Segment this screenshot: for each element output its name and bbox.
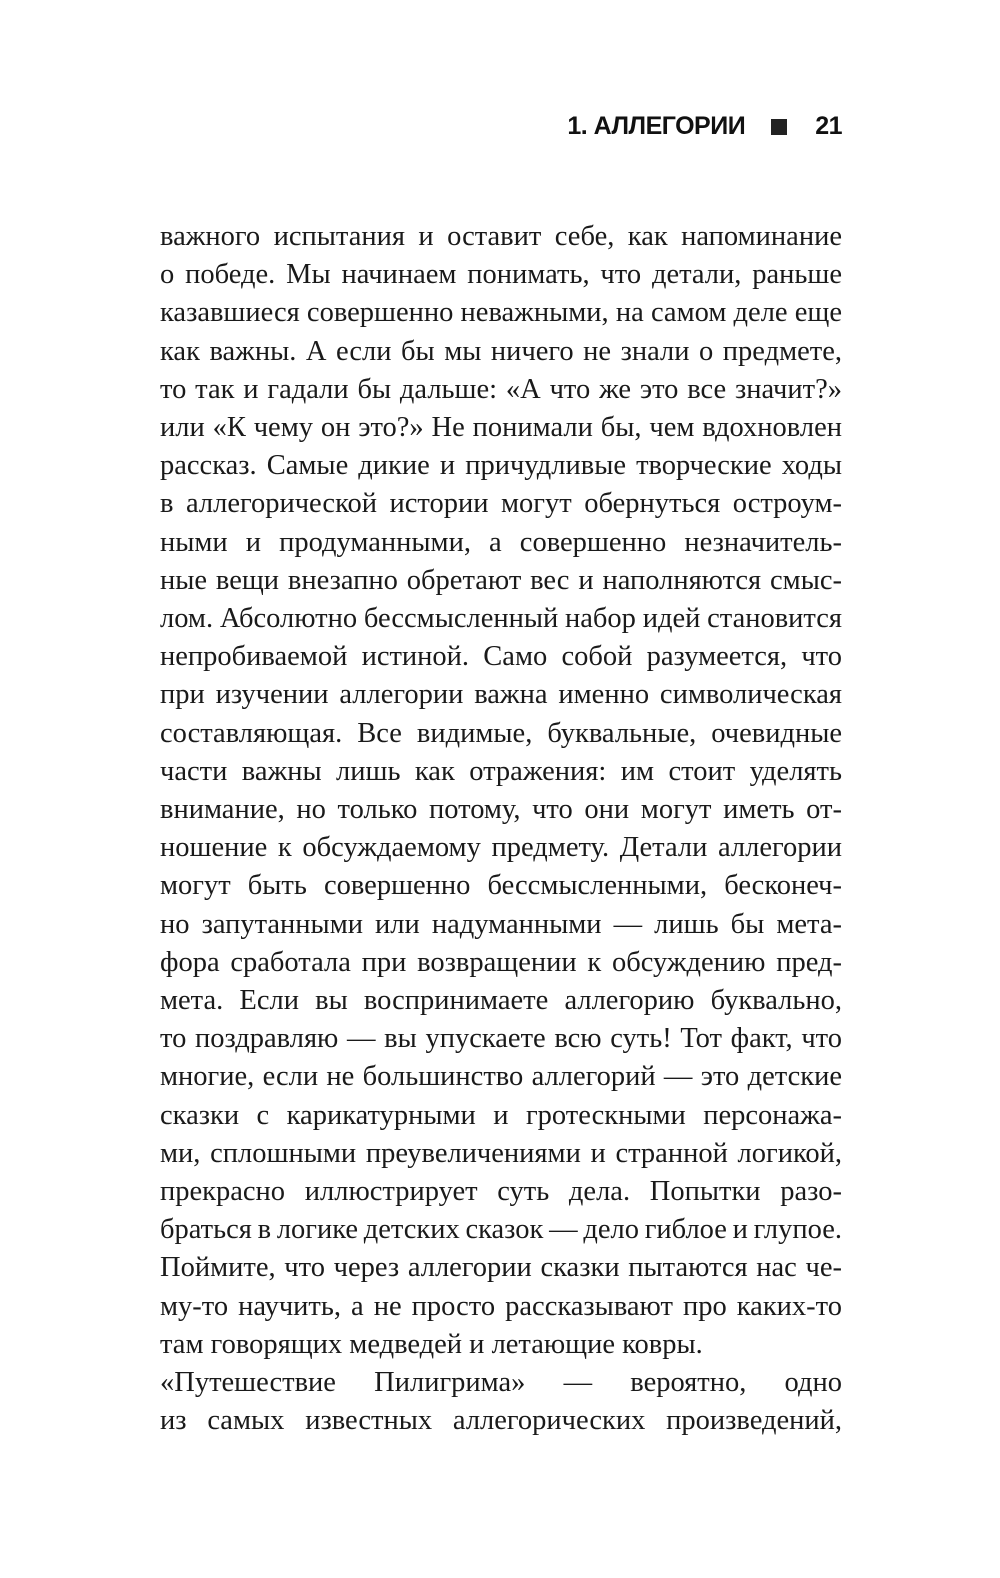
text-line-content: или «К чему он это?» Не понимали бы, чем вдохновлен — [160, 412, 842, 444]
text-line-content: о победе. Мы начинаем понимать, что детали, раньше — [160, 259, 842, 291]
text-line-content: могут быть совершенно бессмысленными, бесконеч- — [160, 870, 842, 902]
text-line — [160, 1402, 842, 1440]
text-line-content: му-то научить, а не просто рассказывают про каких-то — [160, 1290, 842, 1322]
text-line-content: внимание, но только потому, что они могут иметь от- — [160, 794, 842, 826]
text-line — [160, 1097, 842, 1135]
text-line — [160, 447, 842, 485]
text-line — [160, 1326, 842, 1364]
text-line-content: составляющая. Все видимые, буквальные, очевидные — [160, 717, 842, 749]
text-line — [160, 256, 842, 294]
text-line-content: части важны лишь как отражения: им стоит уделять — [160, 755, 842, 787]
text-line — [160, 791, 842, 829]
text-line — [160, 1364, 842, 1402]
text-line-content: Поймите, что через аллегории сказки пытаются нас че- — [160, 1252, 842, 1284]
text-line — [160, 218, 842, 256]
text-line-content: фора сработала при возвращении к обсуждению пред- — [160, 946, 842, 978]
text-line-content: важного испытания и оставит себе, как напоминание — [160, 221, 842, 252]
text-line — [160, 676, 842, 714]
text-line — [160, 409, 842, 447]
text-line — [160, 829, 842, 867]
text-line-content: в аллегорической истории могут обернуться остроум- — [160, 488, 842, 520]
text-line — [160, 485, 842, 523]
text-line-content: «Путешествие Пилигрима» — вероятно, одно — [160, 1367, 842, 1399]
text-line — [160, 1173, 842, 1211]
text-line — [160, 600, 842, 638]
page-number: 21 — [815, 112, 842, 140]
text-line — [160, 944, 842, 982]
text-line-content: лом. Абсолютно бессмысленный набор идей становится — [160, 603, 842, 635]
text-line-content: там говорящих медведей и летающие ковры. — [160, 1328, 703, 1360]
text-line-content: мета. Если вы воспринимаете аллегорию буквально, — [160, 985, 842, 1017]
text-line — [160, 982, 842, 1020]
text-line-content: при изучении аллегории важна именно символическая — [160, 679, 842, 711]
text-line-content: сказки с карикатурными и гротескными персонажа- — [160, 1099, 842, 1131]
text-line — [160, 562, 842, 600]
text-line — [160, 1211, 842, 1249]
text-line-content: но запутанными или надуманными — лишь бы мета- — [160, 908, 842, 940]
text-line — [160, 1249, 842, 1287]
text-line-content: многие, если не большинство аллегорий — это детские — [160, 1061, 842, 1093]
text-line — [160, 715, 842, 753]
text-line — [160, 371, 842, 409]
text-line-content: из самых известных аллегорических произведений, — [160, 1405, 842, 1437]
text-line — [160, 294, 842, 332]
text-line — [160, 906, 842, 944]
chapter-title: 1. АЛЛЕГОРИИ — [567, 112, 746, 140]
text-line — [160, 1288, 842, 1326]
text-line-content: то так и гадали бы дальше: «А что же это все значит?» — [160, 373, 842, 405]
text-line-content: то поздравляю — вы упускаете всю суть! Тот факт, что — [160, 1023, 842, 1055]
text-line-content: рассказ. Самые дикие и причудливые творческие ходы — [160, 450, 842, 482]
text-line — [160, 753, 842, 791]
text-line-content: браться в логике детских сказок — дело гиблое и глупое. — [160, 1214, 842, 1246]
text-line — [160, 1020, 842, 1058]
text-line — [160, 867, 842, 905]
square-bullet-icon — [771, 119, 787, 135]
text-line — [160, 1058, 842, 1096]
text-line-content: казавшиеся совершенно неважными, на самом деле еще — [160, 297, 842, 329]
text-line-content: прекрасно иллюстрирует суть дела. Попытки разо- — [160, 1176, 842, 1208]
text-line — [160, 333, 842, 371]
text-line — [160, 638, 842, 676]
text-line — [160, 1135, 842, 1173]
running-header — [567, 112, 842, 141]
text-line — [160, 524, 842, 562]
text-line-content: ные вещи внезапно обретают вес и наполняются смыс- — [160, 564, 842, 596]
text-line-content: ными и продуманными, а совершенно незначитель- — [160, 526, 842, 558]
body-text — [160, 218, 842, 1441]
text-line-content: ношение к обсуждаемому предмету. Детали аллегории — [160, 832, 842, 864]
text-line-content: как важны. А если бы мы ничего не знали о предмете, — [160, 335, 842, 367]
text-line-content: ми, сплошными преувеличениями и странной логикой, — [160, 1137, 842, 1169]
text-line-content: непробиваемой истиной. Само собой разумеется, что — [160, 641, 842, 673]
